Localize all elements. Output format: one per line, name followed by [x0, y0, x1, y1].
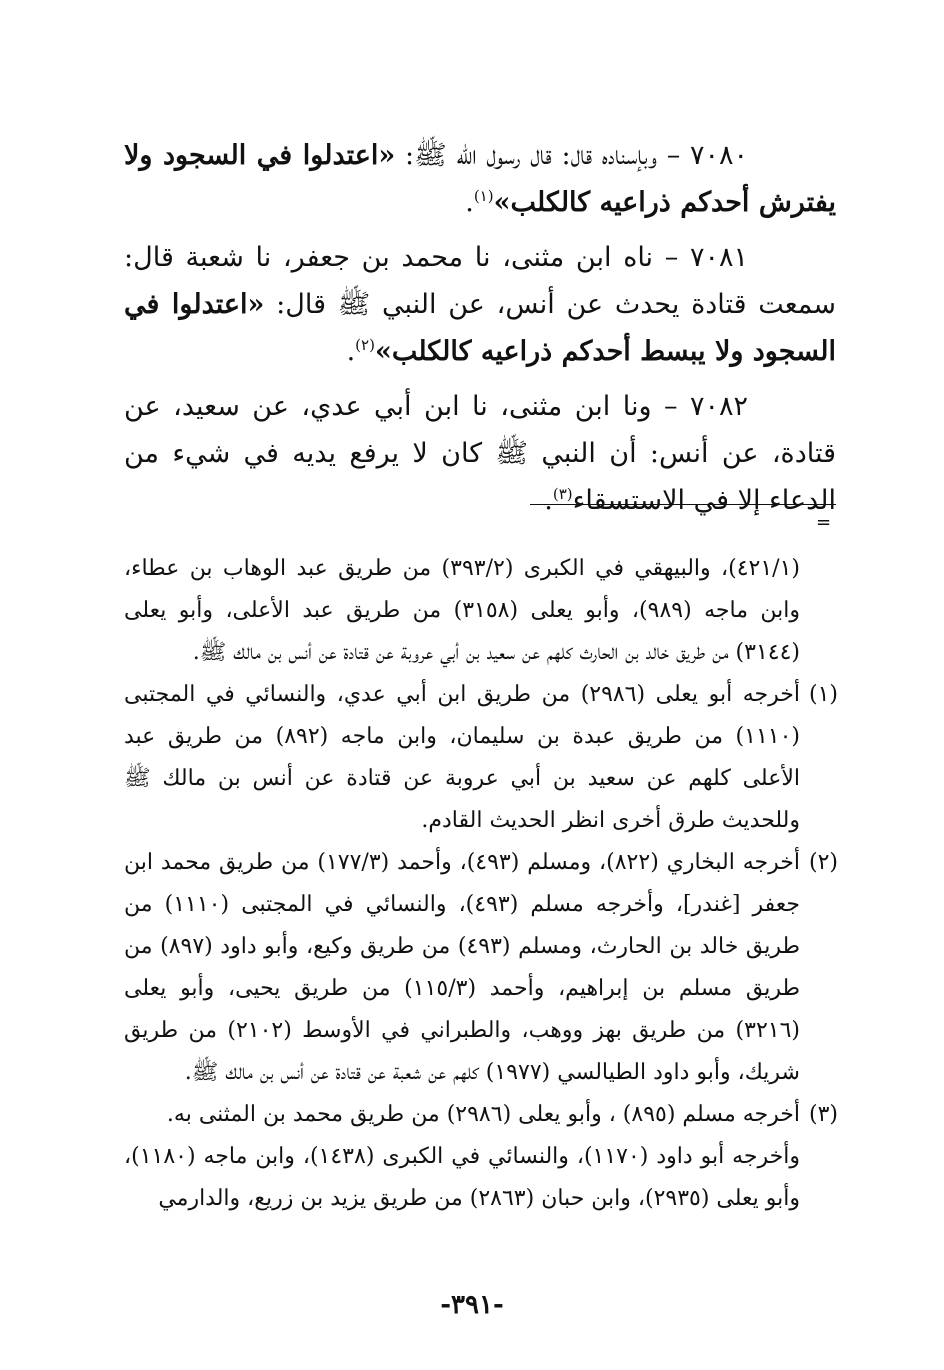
hadith-7080 [124, 132, 836, 226]
hadith-end: . [346, 336, 356, 367]
hadith-quote: «اعتدلوا في السجود ولا يبسط أحدكم ذراعيه كالكلب» [124, 289, 836, 367]
footnote-continued [124, 548, 838, 674]
hadith-number: ٧٠٨٢ [689, 391, 748, 422]
hadith-number: ٧٠٨٠ [689, 140, 748, 171]
hadith-intro: – ونا ابن مثنى، نا ابن أبي عدي، عن سعيد، عن قتادة، عن أنس: أن النبي ﷺ كان لا يرفع يديه في شيء من الدعاء إلا في الاستسقاء [124, 391, 836, 516]
footnotes-block [124, 548, 838, 1220]
footnote-marker: (٢) [808, 850, 838, 875]
hadith-end: . [544, 485, 553, 516]
footnote-ref[interactable]: (٣) [552, 485, 573, 503]
footnote-text: أخرجه مسلم (٨٩٥) ، وأبو يعلى (٢٩٨٦) من طريق محمد بن المثنى به. [166, 1102, 800, 1127]
footnote-text: أخرجه أبو يعلى (٢٩٨٦) من طريق ابن أبي عدي، والنسائي في المجتبى (١١١٠) من طريق عبدة بن سليمان، وابن ماجه (٨٩٢) من طريق عبد الأعلى كلهم عن سعيد بن أبي عروبة عن قتادة عن أنس بن مالك ﷺ وللحديث طرق أخرى انظر الحديث القادم. [124, 682, 801, 833]
footnote-1 [124, 674, 838, 842]
footnote-text: (٤٢١/١)، والبيهقي في الكبرى (٣٩٣/٢) من طريق عبد الوهاب بن عطاء، وابن ماجه (٩٨٩)، وأبو يعلى (٣١٥٨) من طريق عبد الأعلى، وأبو يعلى (٣١٤٤) من طريق خالد بن الحارث كلهم عن سعيد بن أبي عروبة عن قتادة عن أنس بن مالك ﷺ. [124, 556, 801, 665]
hadith-intro: – ناه ابن مثنى، نا محمد بن جعفر، نا شعبة قال: سمعت قتادة يحدث عن أنس، عن النبي ﷺ قال: [124, 242, 836, 320]
hadith-text-block [124, 132, 836, 532]
footnote-ref[interactable]: (١) [473, 187, 494, 205]
footnote-3 [124, 1094, 838, 1136]
page-number: -٣٩١- [440, 1290, 504, 1320]
hadith-7082 [124, 383, 836, 524]
footnote-separator [530, 504, 836, 505]
hadith-quote: «اعتدلوا في السجود ولا يفترش أحدكم ذراعيه كالكلب» [124, 140, 836, 218]
hadith-number: ٧٠٨١ [689, 242, 748, 273]
footnote-2 [124, 842, 838, 1094]
continuation-mark: = [816, 512, 832, 533]
footnote-marker: (١) [808, 682, 838, 707]
footnote-text: أخرجه البخاري (٨٢٢)، ومسلم (٤٩٣)، وأحمد (١٧٧/٣) من طريق محمد ابن جعفر [غندر]، وأخرجه مسلم (٤٩٣)، والنسائي في المجتبى (١١١٠) من طريق خالد بن الحارث، ومسلم (٤٩٣) من طريق وكيع، وأبو داود (٨٩٧) من طريق مسلم بن إبراهيم، وأحمد (١١٥/٣) من طريق يحيى، وأبو يعلى (٣٢١٦) من طريق بهز ووهب، والطبراني في الأوسط (٢١٠٢) من طريق شريك، وأبو داود الطيالسي (١٩٧٧) كلهم عن شعبة عن قتادة عن أنس بن مالك ﷺ. [124, 850, 801, 1085]
hadith-intro: – وبإسناده قال: قال رسول الله ﷺ: [395, 140, 690, 171]
footnote-ref[interactable]: (٢) [355, 336, 375, 354]
footnote-text: وأخرجه أبو داود (١١٧٠)، والنسائي في الكبرى (١٤٣٨)، وابن ماجه (١١٨٠)، وأبو يعلى (٢٩٣٥)، وابن حبان (٢٨٦٣) من طريق يزيد بن زريع، والدارمي [124, 1144, 801, 1211]
footnote-marker: (٣) [808, 1102, 838, 1127]
hadith-7081 [124, 234, 836, 375]
footnote-3-continued [124, 1136, 838, 1220]
hadith-end: . [465, 187, 474, 218]
